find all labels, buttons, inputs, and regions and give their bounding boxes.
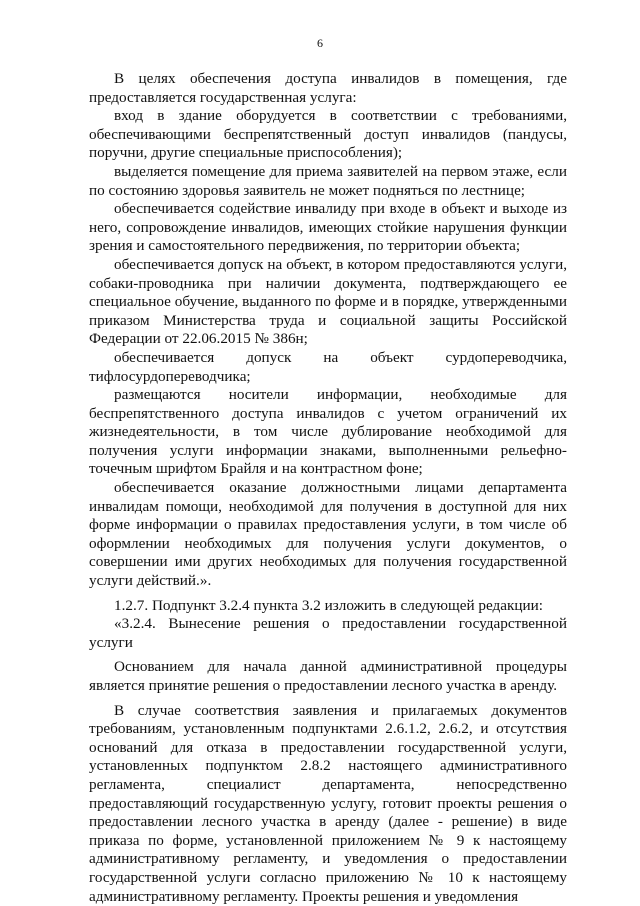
page-number: 6: [317, 36, 323, 50]
paragraph-procedure: В случае соответствия заявления и прилагаемых документов требованиям, установленным подпунктами 2.6.1.2, 2.6.2, и отсутствия оснований для отказа в предоставлении государственной услуги, установленных подпунктом 2.8.2 настоящего административного регламента, специалист департамента, непосредственно предоставляющий государственную услугу, готовит проекты решения о предоставлении лесного участка в аренду (далее - решение) в виде приказа по форме, установленной приложением № 9 к настоящему административному регламенту, и уведомления о предоставлении государственной услуги согласно приложению № 10 к настоящему административному регламенту. Проекты решения и уведомления: [89, 701, 567, 905]
paragraph-staff-help: обеспечивается оказание должностными лицами департамента инвалидам помощи, необходимой для получения в доступной для них форме информации о правилах предоставления услуги, в том числе об оформлении необходимых для получения услуги документов, о совершении ими других необходимых для получения государственной услуги действий.».: [89, 479, 567, 590]
paragraph-section-title: «3.2.4. Вынесение решения о предоставлении государственной услуги: [89, 615, 567, 651]
paragraph-ground-floor: выделяется помещение для приема заявителей на первом этаже, если по состоянию здоровья заявитель не может подняться по лестнице;: [89, 162, 567, 199]
paragraph-intro: В целях обеспечения доступа инвалидов в помещения, где предоставляется государственная услуга:: [89, 70, 567, 106]
paragraph-entrance: вход в здание оборудуется в соответствии с требованиями, обеспечивающими беспрепятственный доступ инвалидов (пандусы, поручни, другие специальные приспособления);: [89, 107, 567, 162]
paragraph-interpreter: обеспечивается допуск на объект сурдопереводчика, тифлосурдопереводчика;: [89, 348, 567, 385]
document-body: [89, 70, 567, 906]
paragraph-assistance: обеспечивается содействие инвалиду при входе в объект и выходе из него, сопровождение инвалидов, имеющих стойкие нарушения функции зрения и самостоятельного передвижения, по территории объекта;: [89, 200, 567, 255]
paragraph-guide-dog: обеспечивается допуск на объект, в котором предоставляются услуги, собаки-проводника при наличии документа, подтверждающего ее специальное обучение, выданного по форме и в порядке, утвержденными приказом Министерства труда и социальной защиты Российской Федерации от 22.06.2015 № 386н;: [89, 255, 567, 348]
paragraph-basis: Основанием для начала данной административной процедуры является принятие решения о предоставлении лесного участка в аренду.: [89, 658, 567, 694]
paragraph-information-carriers: размещаются носители информации, необходимые для беспрепятственного доступа инвалидов с учетом ограничений их жизнедеятельности, в том числе дублирование необходимой для получения услуги информации знаками, выполненными рельефно-точечным шрифтом Брайля и на контрастном фоне;: [89, 386, 567, 478]
paragraph-amendment: 1.2.7. Подпункт 3.2.4 пункта 3.2 изложить в следующей редакции:: [114, 596, 543, 614]
